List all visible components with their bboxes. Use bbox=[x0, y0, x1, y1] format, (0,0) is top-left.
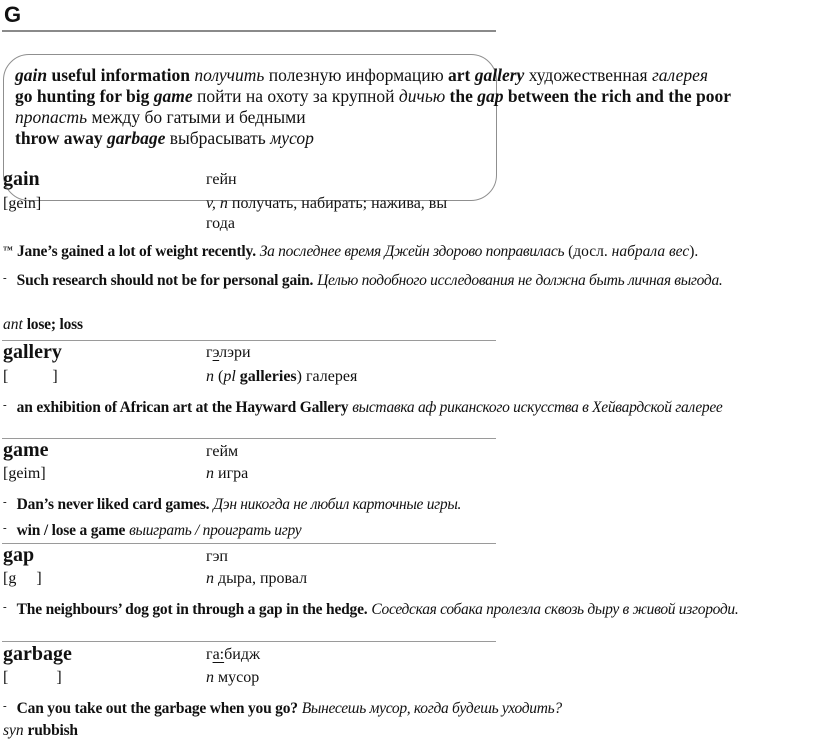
phrase-text: art bbox=[448, 65, 475, 85]
definition bbox=[206, 669, 259, 687]
phrase-translation: мусор bbox=[270, 128, 314, 148]
definition bbox=[206, 570, 307, 588]
headword: gallery bbox=[3, 341, 62, 363]
phrase-text: go hunting for big bbox=[15, 86, 154, 106]
example-russian: выиграть / проиграть игру bbox=[129, 522, 302, 539]
definition-text: получать, набирать; нажива, вы bbox=[227, 195, 448, 212]
phrase-translation: выбрасывать bbox=[165, 128, 271, 148]
phrase-text: between the rich and the poor bbox=[503, 86, 731, 106]
example-note: ). bbox=[689, 243, 699, 260]
headword: gain bbox=[3, 168, 40, 190]
phrase-translation: между бо гатыми и бедными bbox=[87, 107, 306, 127]
plural-form: galleries bbox=[239, 368, 297, 385]
headword: game bbox=[3, 439, 49, 461]
bullet-marker-icon: - bbox=[3, 700, 7, 712]
phrase-keyword: gallery bbox=[474, 65, 525, 85]
example-english: Dan’s never liked card games. bbox=[16, 496, 210, 513]
entry-divider bbox=[2, 543, 496, 544]
synonym-value: rubbish bbox=[27, 722, 78, 739]
antonym-value: lose; loss bbox=[26, 316, 83, 333]
pronunciation: [g ] bbox=[3, 570, 42, 587]
example-russian: Целью подобного исследования не должна быть личная выгода. bbox=[317, 272, 723, 289]
definition bbox=[206, 195, 447, 213]
entry-divider bbox=[2, 340, 496, 341]
transliteration: гэлэри bbox=[206, 344, 251, 361]
phrase-keyword: garbage bbox=[107, 128, 166, 148]
example-english: win / lose a game bbox=[16, 522, 126, 539]
part-of-speech: n bbox=[206, 368, 214, 385]
example-english: The neighbours’ dog got in through a gap in the hedge. bbox=[16, 601, 368, 618]
example-english: Can you take out the garbage when you go? bbox=[16, 700, 298, 717]
phrase-keyword: gap bbox=[477, 86, 504, 106]
definition-text: дыра, провал bbox=[214, 570, 308, 587]
phrase-translation: художественная bbox=[524, 65, 652, 85]
example-note: набрала вес bbox=[611, 243, 690, 260]
phrase-keyword: game bbox=[153, 86, 193, 106]
phrase-translation: дичью bbox=[398, 86, 446, 106]
transliteration-part: бидж bbox=[224, 646, 261, 663]
plural-label: pl bbox=[223, 368, 236, 385]
section-letter: G bbox=[4, 2, 22, 27]
phrase-translation: получить bbox=[194, 65, 265, 85]
example-sentence bbox=[3, 517, 301, 542]
phrase-text: useful information bbox=[47, 65, 195, 85]
bullet-marker-icon: - bbox=[3, 601, 7, 613]
headword: gap bbox=[3, 544, 35, 566]
phrase-translation: пропасть bbox=[15, 107, 88, 127]
entry-divider bbox=[2, 438, 496, 439]
phrase-translation: полезную информацию bbox=[264, 65, 449, 85]
bullet-marker-icon: - bbox=[3, 272, 7, 284]
part-of-speech: n bbox=[206, 669, 214, 686]
antonym-label: ant bbox=[3, 316, 23, 333]
definition-text: игра bbox=[214, 465, 249, 482]
antonym bbox=[3, 314, 83, 336]
example-russian: За последнее время Джейн здорово поправилась bbox=[259, 243, 565, 260]
trademark-marker-icon: ™ bbox=[3, 245, 13, 256]
bullet-marker-icon: - bbox=[3, 496, 7, 508]
phrase-keyword: gain bbox=[15, 65, 48, 85]
transliteration bbox=[206, 646, 260, 664]
phrase-translation: галерея bbox=[651, 65, 709, 85]
callout-phrase-2 bbox=[15, 86, 731, 107]
part-of-speech: n bbox=[206, 570, 214, 587]
bullet-marker-icon: - bbox=[3, 399, 7, 411]
example-russian: выставка аф риканского искусства в Хейвардской галерее bbox=[352, 399, 723, 416]
example-russian: Дэн никогда не любил карточные игры. bbox=[213, 496, 462, 513]
entry-divider bbox=[2, 641, 496, 642]
transliteration: гейн bbox=[206, 171, 237, 188]
transliteration-part: г bbox=[206, 646, 213, 663]
bullet-marker-icon: - bbox=[3, 522, 7, 534]
definition: n (pl galleries) галерея bbox=[206, 368, 358, 385]
callout-phrase-1 bbox=[15, 65, 708, 86]
example-russian: Вынесешь мусор, когда будешь уходить? bbox=[301, 700, 562, 717]
example-russian: Соседская собака пролезла сквозь дыру в живой изгороди. bbox=[371, 601, 739, 618]
definition bbox=[206, 465, 248, 483]
definition-text: мусор bbox=[214, 669, 260, 686]
example-note: (досл. bbox=[564, 243, 612, 260]
phrase-translation: пойти на охоту за крупной bbox=[192, 86, 399, 106]
example-english: an exhibition of African art at the Hayward Gallery bbox=[16, 399, 349, 416]
callout-phrase-4 bbox=[15, 128, 314, 149]
example-sentence bbox=[3, 491, 461, 516]
pronunciation: [geim] bbox=[3, 465, 46, 482]
transliteration-stress: а: bbox=[212, 646, 225, 663]
definition-continued: года bbox=[206, 215, 235, 232]
example-sentence bbox=[3, 267, 803, 292]
header-rule bbox=[2, 30, 496, 32]
pronunciation: [gein] bbox=[3, 195, 42, 212]
phrase-text: the bbox=[449, 86, 478, 106]
callout-phrase-3 bbox=[15, 107, 306, 128]
transliteration: гейм bbox=[206, 443, 239, 460]
pronunciation: [ ] bbox=[3, 368, 58, 385]
phrase-text: throw away bbox=[15, 128, 108, 148]
transliteration: гэп bbox=[206, 548, 228, 565]
pronunciation: [ ] bbox=[3, 669, 62, 686]
part-of-speech: v, n bbox=[206, 195, 228, 212]
synonym-label: syn bbox=[3, 722, 24, 739]
example-english: Jane’s gained a lot of weight recently. bbox=[17, 243, 256, 260]
part-of-speech: n bbox=[206, 465, 214, 482]
example-sentence bbox=[3, 394, 803, 419]
headword: garbage bbox=[3, 643, 72, 665]
example-english: Such research should not be for personal gain. bbox=[16, 272, 314, 289]
example-sentence bbox=[3, 596, 803, 621]
example-sentence bbox=[3, 695, 562, 720]
synonym bbox=[3, 720, 78, 742]
definition-text: галерея bbox=[301, 368, 358, 385]
example-sentence bbox=[3, 240, 813, 263]
